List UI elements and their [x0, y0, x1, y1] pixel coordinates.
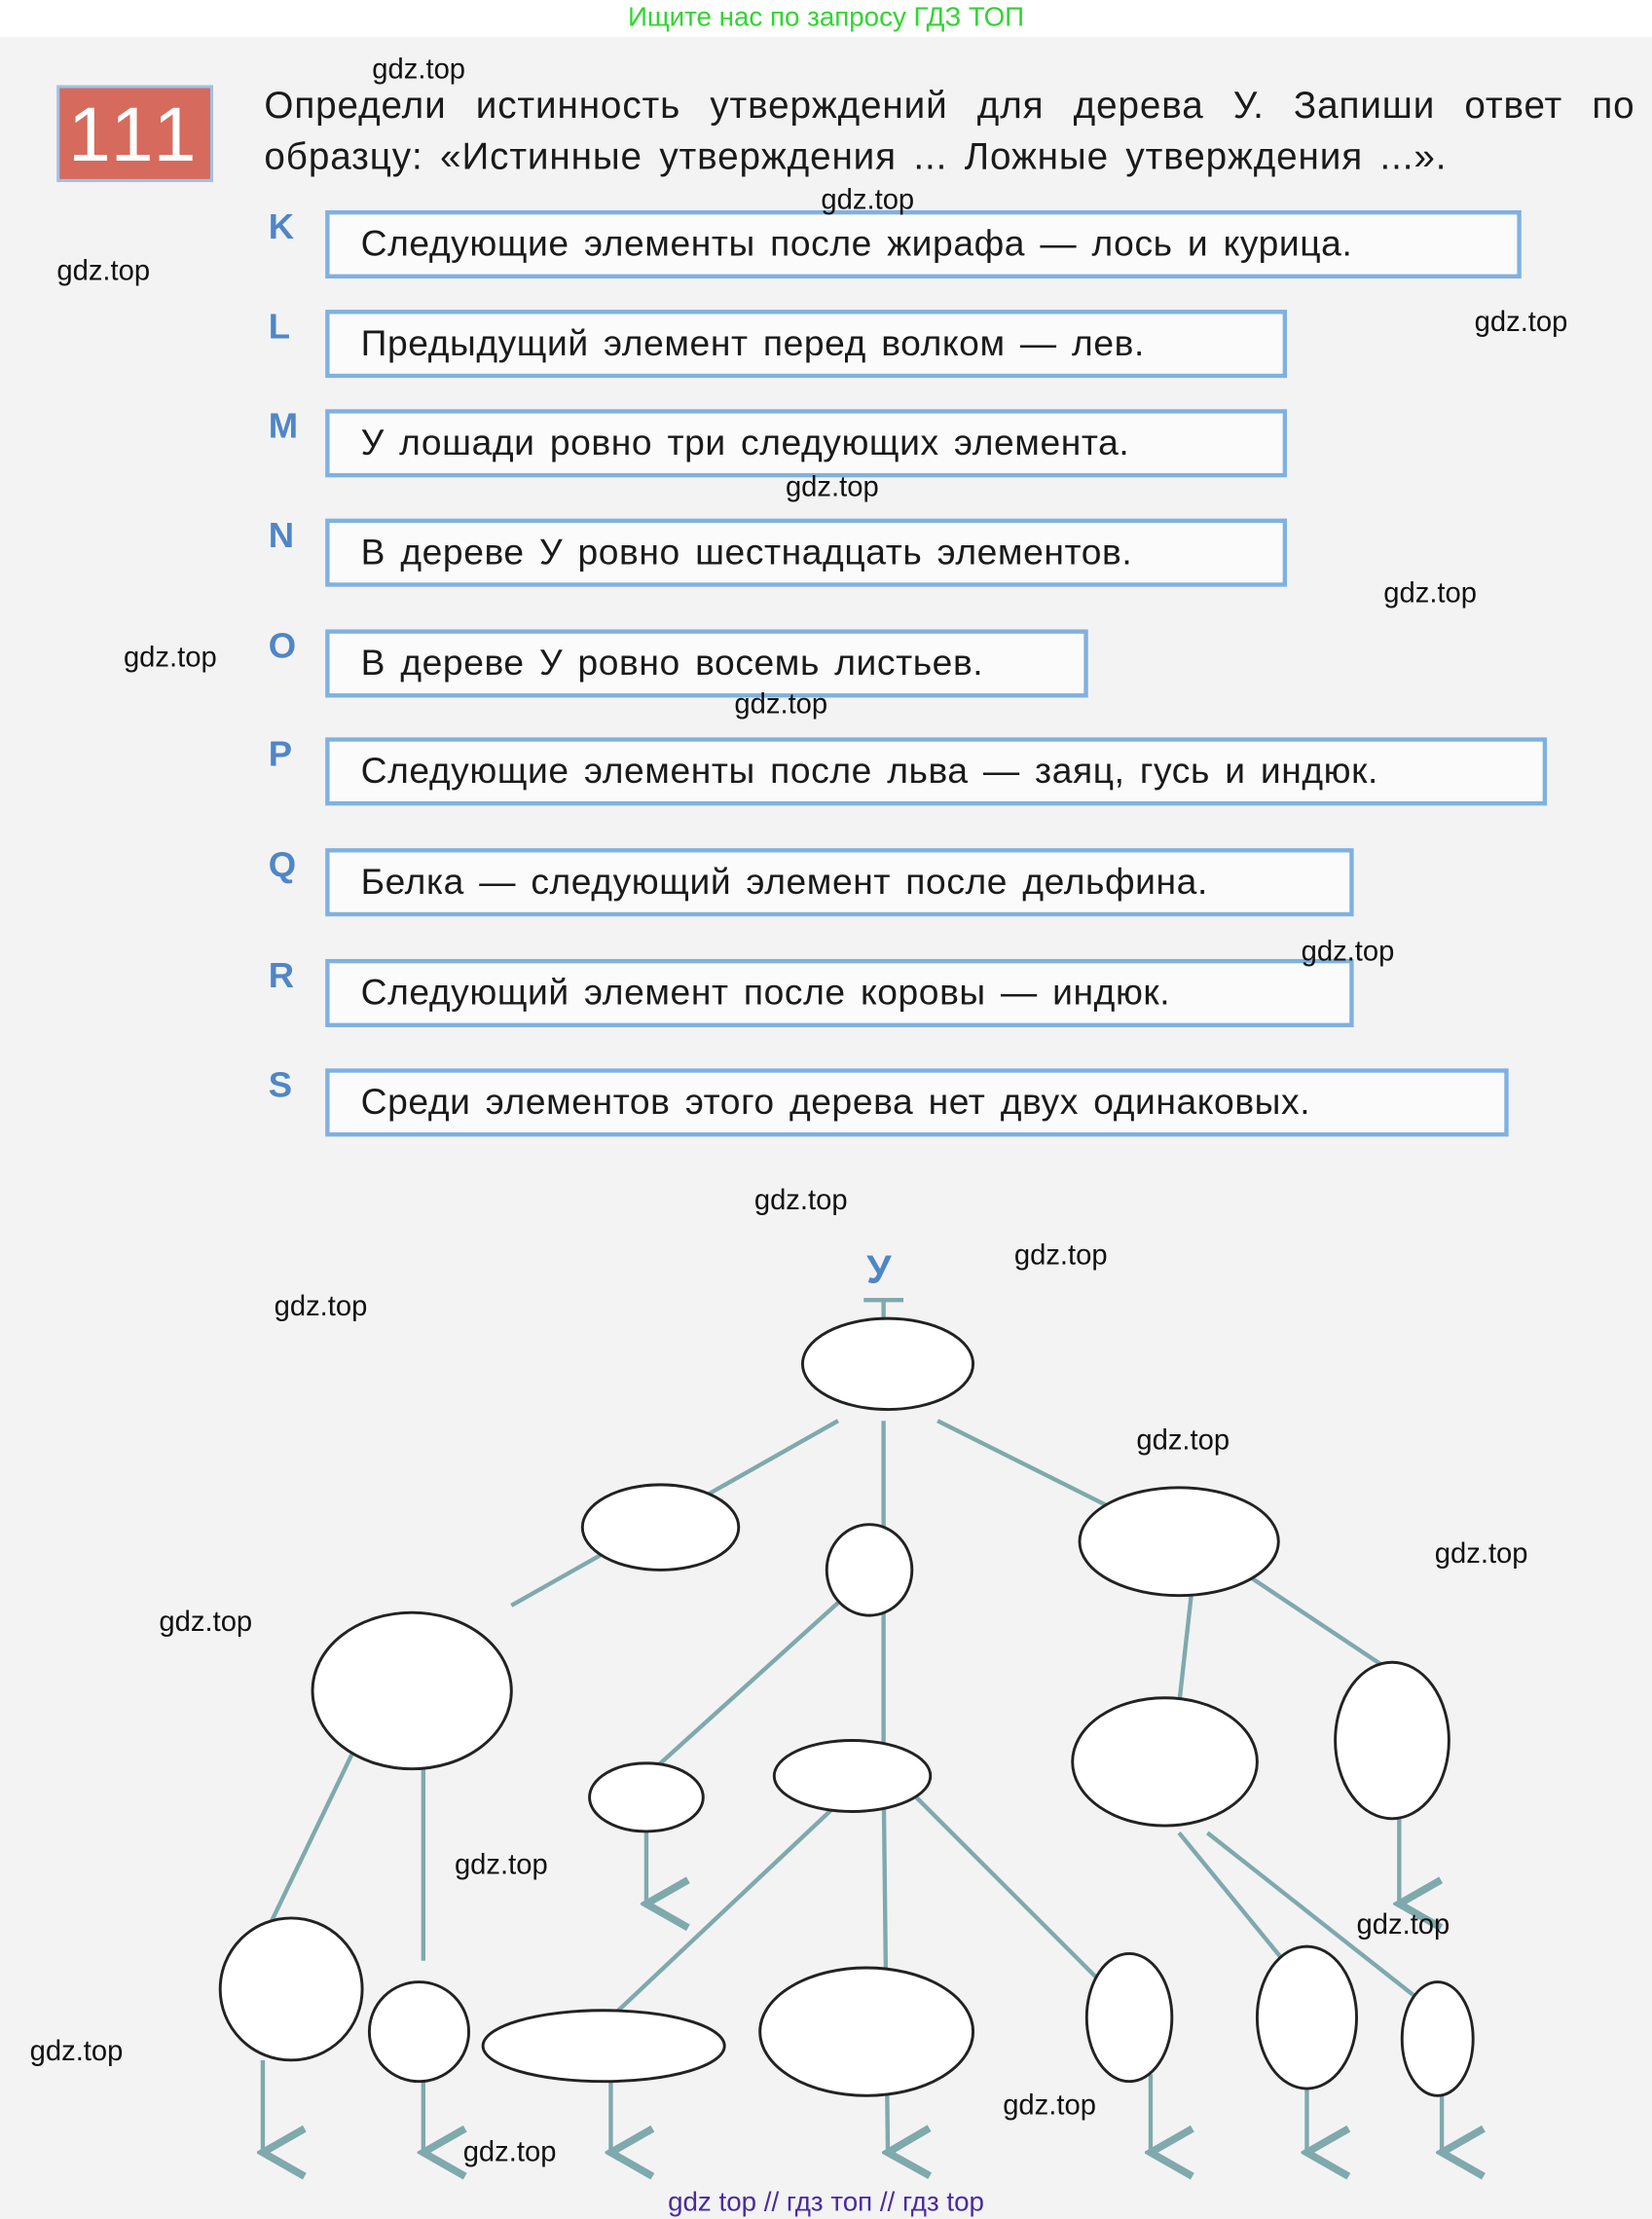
statement-letter: P [268, 734, 293, 775]
watermark: gdz.top [1356, 1909, 1450, 1942]
watermark: gdz.top [56, 255, 151, 287]
watermark: gdz.top [274, 1291, 368, 1323]
watermark: gdz.top [159, 1607, 253, 1639]
statement-box: Среди элементов этого дерева нет двух одинаковых. [325, 1068, 1509, 1136]
watermark: gdz.top [1003, 2090, 1096, 2122]
giraffe-icon [312, 1612, 511, 1769]
horse-icon [802, 1318, 973, 1409]
camel-icon [582, 1485, 739, 1571]
lion-icon [1073, 1698, 1258, 1826]
statement-letter: S [268, 1065, 293, 1106]
squirrel-icon [826, 1525, 912, 1615]
edge-giraffe-moose [263, 1748, 355, 1940]
watermark: gdz.top [1013, 1239, 1108, 1272]
watermark: gdz.top [1301, 936, 1395, 968]
edge-hippo-wolf [1250, 1577, 1399, 1677]
statement-box: Белка — следующий элемент после дельфина. [325, 848, 1353, 916]
task-number-badge: 111 [56, 86, 213, 182]
wolf-icon [1336, 1662, 1450, 1819]
statement-box: В дереве У ровно шестнадцать элементов. [325, 519, 1287, 587]
statement-box: У лошади ровно три следующих элемента. [325, 409, 1287, 477]
statement-letter: M [268, 406, 299, 447]
statement-box: Следующие элементы после жирафа — лось и курица. [325, 210, 1522, 278]
statement-letter: Q [268, 845, 297, 886]
goose-icon [1257, 1946, 1356, 2089]
crocodile-icon [483, 2011, 724, 2082]
tree-root-label: У [866, 1247, 892, 1292]
watermark: gdz.top [123, 642, 217, 674]
footer-text[interactable]: gdz top // гдз топ // гдз top [668, 2188, 984, 2218]
hedgehog-icon [590, 1763, 704, 1831]
statement-box: Следующие элементы после льва — заяц, гусь и индюк. [325, 737, 1547, 805]
statement-letter: R [268, 956, 295, 996]
banner-text[interactable]: Ищите нас по запросу ГДЗ ТОП [627, 2, 1025, 33]
hippo-icon [1080, 1488, 1278, 1596]
watermark: gdz.top [734, 688, 828, 721]
statement-box: Следующий элемент после коровы — индюк. [325, 959, 1353, 1027]
watermark: gdz.top [821, 184, 915, 216]
watermark: gdz.top [462, 2136, 557, 2168]
statement-letter: O [268, 626, 297, 667]
watermark: gdz.top [1434, 1538, 1528, 1571]
statement-letter: K [268, 207, 295, 247]
statement-box: В дереве У ровно восемь листьев. [325, 629, 1088, 697]
watermark: gdz.top [1383, 577, 1477, 610]
dolphin-icon [774, 1741, 931, 1812]
moose-icon [220, 1918, 362, 2060]
watermark: gdz.top [1136, 1424, 1230, 1457]
watermark: gdz.top [29, 2036, 124, 2068]
chicken-icon [369, 1982, 468, 2082]
hare-icon [1402, 1982, 1473, 2096]
statement-box: Предыдущий элемент перед волком — лев. [325, 310, 1287, 378]
watermark: gdz.top [1474, 307, 1568, 339]
watermark: gdz.top [372, 54, 466, 86]
whale-icon [760, 1968, 973, 2095]
watermark: gdz.top [454, 1849, 548, 1881]
watermark: gdz.top [785, 471, 879, 503]
statement-letter: L [268, 307, 291, 348]
turkey-icon [1086, 1953, 1172, 2081]
task-text: Определи истинность утверждений для дерева У. Запиши ответ по образцу: «Истинные утверждения ... Ложные утверждения ...». [264, 84, 1635, 178]
watermark: gdz.top [753, 1184, 848, 1217]
statement-letter: N [268, 515, 295, 556]
